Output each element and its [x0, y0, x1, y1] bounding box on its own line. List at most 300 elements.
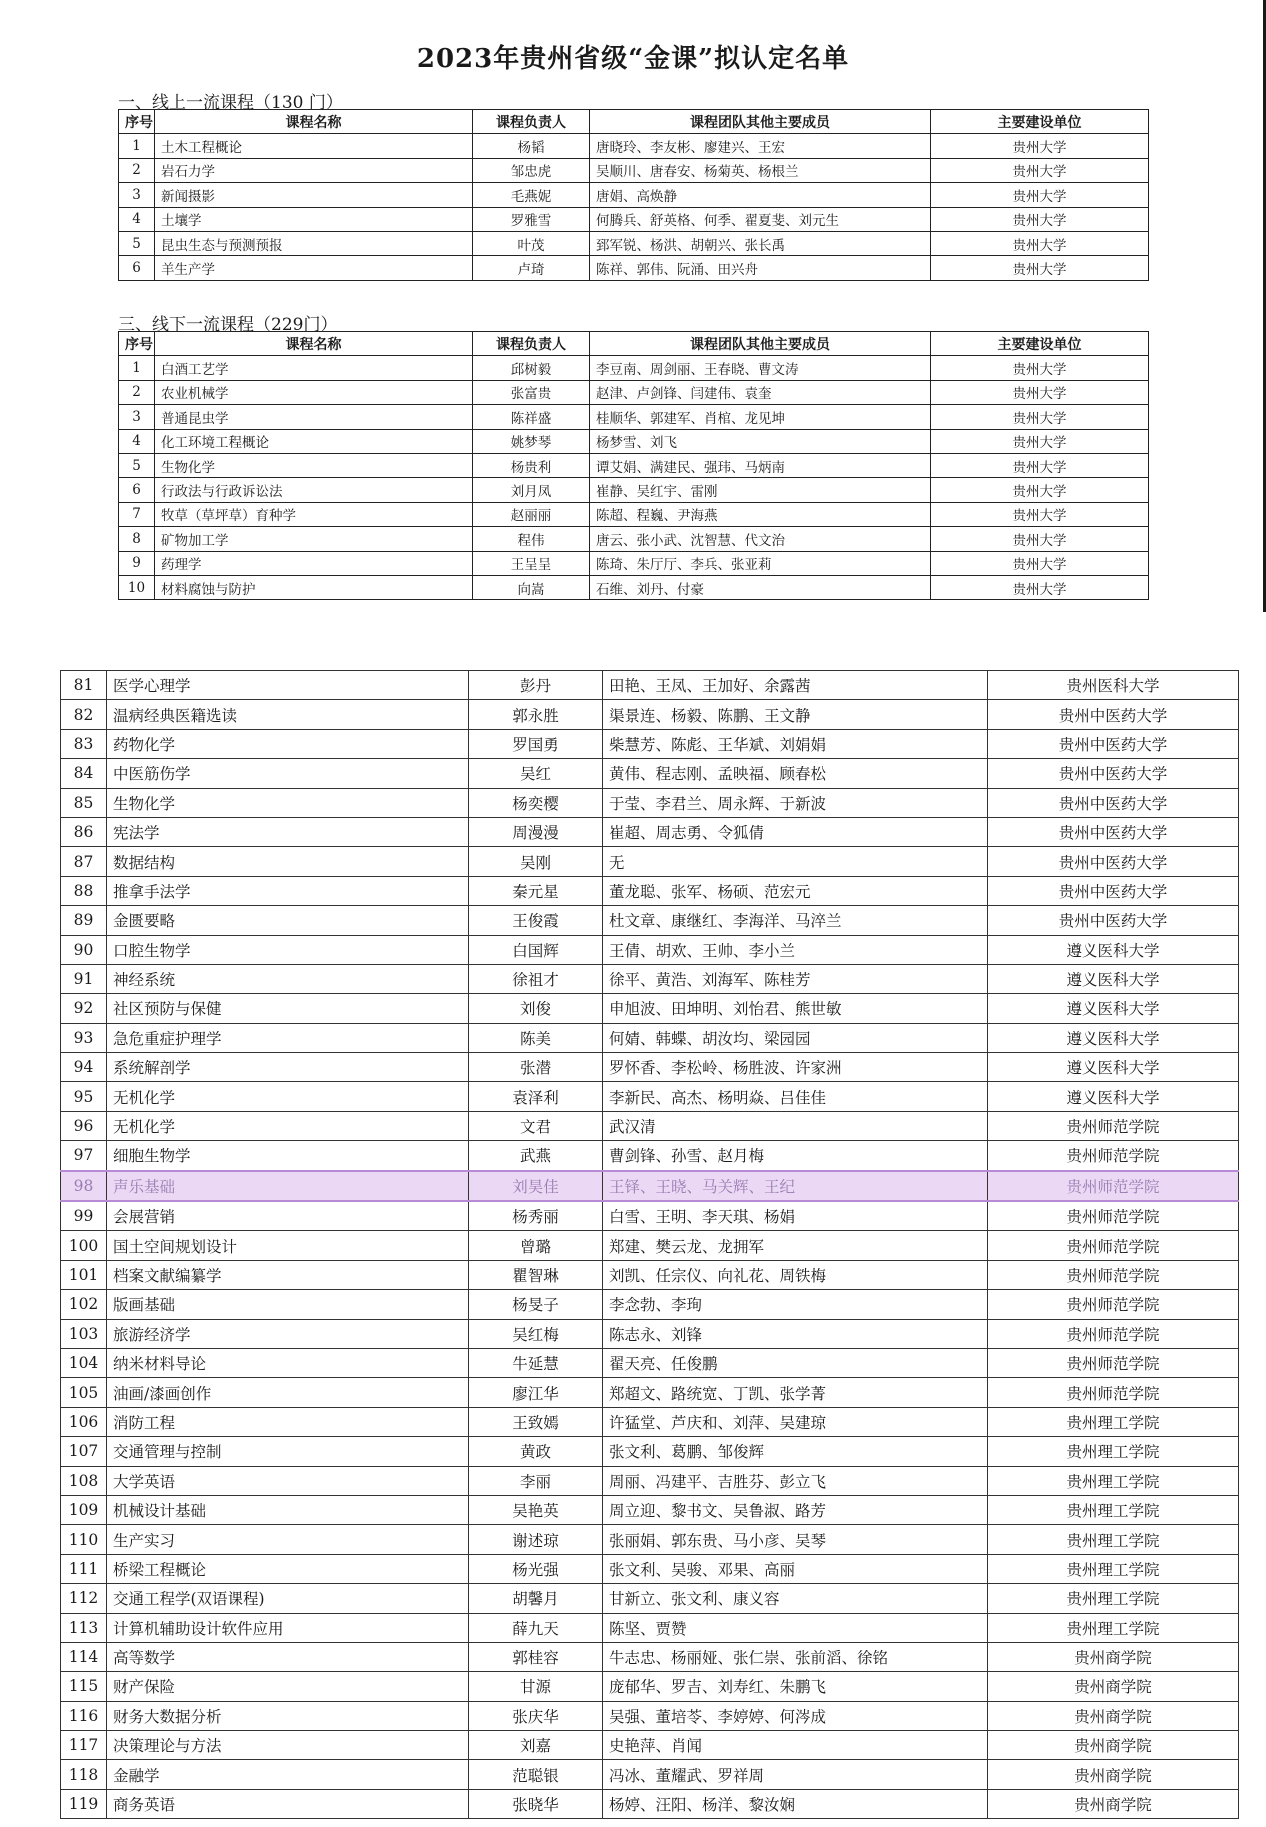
- team-cell: 李新民、高杰、杨明焱、吕佳佳: [603, 1082, 988, 1111]
- team-cell: 史艳萍、肖闻: [603, 1731, 988, 1760]
- lead-cell: 谢述琼: [469, 1525, 603, 1554]
- table-row: [61, 1466, 1239, 1495]
- lead-cell: 邹忠虎: [473, 158, 590, 182]
- table-row: [61, 994, 1239, 1023]
- lead-cell: 武燕: [469, 1141, 603, 1171]
- seq-cell: 115: [61, 1672, 107, 1701]
- course-name-cell: 口腔生物学: [107, 935, 469, 964]
- seq-cell: 107: [61, 1437, 107, 1466]
- lead-cell: 彭丹: [469, 671, 603, 700]
- lead-cell: 吴红: [469, 759, 603, 788]
- table-row: [119, 453, 1149, 477]
- course-name-cell: 牧草（草坪草）育种学: [155, 502, 473, 526]
- lead-cell: 刘嘉: [469, 1731, 603, 1760]
- course-name-cell: 无机化学: [107, 1082, 469, 1111]
- table-row: [61, 1613, 1239, 1642]
- lead-cell: 杨旻子: [469, 1290, 603, 1319]
- course-name-cell: 桥梁工程概论: [107, 1554, 469, 1583]
- seq-cell: 90: [61, 935, 107, 964]
- seq-cell: 99: [61, 1201, 107, 1231]
- course-name-cell: 机械设计基础: [107, 1495, 469, 1524]
- lead-cell: 叶茂: [473, 231, 590, 255]
- team-cell: 郑超文、路统宽、丁凯、张学菁: [603, 1378, 988, 1407]
- institution-cell: 贵州师范学院: [988, 1231, 1239, 1260]
- course-name-cell: 决策理论与方法: [107, 1731, 469, 1760]
- course-name-cell: 温病经典医籍选读: [107, 700, 469, 729]
- lead-cell: 廖江华: [469, 1378, 603, 1407]
- seq-cell: 102: [61, 1290, 107, 1319]
- institution-cell: 贵州师范学院: [988, 1201, 1239, 1231]
- seq-cell: 97: [61, 1141, 107, 1171]
- seq-cell: 5: [119, 231, 155, 255]
- seq-cell: 116: [61, 1701, 107, 1730]
- seq-cell: 4: [119, 429, 155, 453]
- lead-cell: 杨奕樱: [469, 788, 603, 817]
- team-cell: 何婧、韩蝶、胡汝均、梁园园: [603, 1023, 988, 1052]
- course-name-cell: 药物化学: [107, 729, 469, 758]
- institution-cell: 贵州师范学院: [988, 1111, 1239, 1140]
- table-row: [119, 380, 1149, 404]
- team-cell: 罗怀香、李松岭、杨胜波、许家洲: [603, 1053, 988, 1082]
- course-name-cell: 生物化学: [107, 788, 469, 817]
- table-row: [61, 729, 1239, 758]
- table-row: [61, 1171, 1239, 1201]
- institution-cell: 贵州大学: [931, 256, 1149, 280]
- lead-cell: 刘俊: [469, 994, 603, 1023]
- institution-cell: 贵州中医药大学: [988, 700, 1239, 729]
- seq-cell: 105: [61, 1378, 107, 1407]
- seq-cell: 89: [61, 906, 107, 935]
- seq-cell: 3: [119, 183, 155, 207]
- course-name-cell: 会展营销: [107, 1201, 469, 1231]
- course-name-cell: 新闻摄影: [155, 183, 473, 207]
- team-cell: 陈琦、朱厅厅、李兵、张亚莉: [590, 551, 931, 575]
- course-name-cell: 材料腐蚀与防护: [155, 575, 473, 599]
- seq-cell: 5: [119, 453, 155, 477]
- lead-cell: 胡馨月: [469, 1584, 603, 1613]
- lead-cell: 刘昊佳: [469, 1171, 603, 1201]
- team-cell: 徐平、黄浩、刘海军、陈桂芳: [603, 964, 988, 993]
- seq-cell: 81: [61, 671, 107, 700]
- team-cell: 石维、刘丹、付豪: [590, 575, 931, 599]
- seq-cell: 1: [119, 356, 155, 380]
- table-row: [61, 1319, 1239, 1348]
- institution-cell: 贵州理工学院: [988, 1525, 1239, 1554]
- institution-cell: 贵州师范学院: [988, 1171, 1239, 1201]
- lead-cell: 吴刚: [469, 847, 603, 876]
- team-cell: 冯冰、董耀武、罗祥周: [603, 1760, 988, 1789]
- team-cell: 董龙聪、张军、杨硕、范宏元: [603, 876, 988, 905]
- institution-cell: 贵州中医药大学: [988, 817, 1239, 846]
- seq-cell: 92: [61, 994, 107, 1023]
- lead-cell: 吴红梅: [469, 1319, 603, 1348]
- table-row: [119, 256, 1149, 280]
- team-cell: 田艳、王凤、王加好、余露茜: [603, 671, 988, 700]
- team-cell: 王铎、王晓、马关辉、王纪: [603, 1171, 988, 1201]
- team-cell: 白雪、王明、李天琪、杨娟: [603, 1201, 988, 1231]
- table-row: [61, 1407, 1239, 1436]
- institution-cell: 贵州大学: [931, 551, 1149, 575]
- column-header: 序号: [119, 332, 155, 356]
- course-name-cell: 急危重症护理学: [107, 1023, 469, 1052]
- institution-cell: 贵州大学: [931, 380, 1149, 404]
- institution-cell: 贵州师范学院: [988, 1290, 1239, 1319]
- lead-cell: 赵丽丽: [473, 502, 590, 526]
- seq-cell: 100: [61, 1231, 107, 1260]
- seq-cell: 9: [119, 551, 155, 575]
- course-name-cell: 土木工程概论: [155, 134, 473, 158]
- team-cell: 李豆南、周剑丽、王春晓、曹文涛: [590, 356, 931, 380]
- table-row: [61, 1141, 1239, 1171]
- table-row: [61, 876, 1239, 905]
- lead-cell: 罗国勇: [469, 729, 603, 758]
- seq-cell: 6: [119, 478, 155, 502]
- course-name-cell: 数据结构: [107, 847, 469, 876]
- course-name-cell: 交通工程学(双语课程): [107, 1584, 469, 1613]
- institution-cell: 贵州师范学院: [988, 1141, 1239, 1171]
- table-row: [61, 1525, 1239, 1554]
- course-name-cell: 大学英语: [107, 1466, 469, 1495]
- lead-cell: 张晓华: [469, 1789, 603, 1818]
- course-name-cell: 药理学: [155, 551, 473, 575]
- table-row: [61, 788, 1239, 817]
- table-row: [61, 1231, 1239, 1260]
- course-name-cell: 财产保险: [107, 1672, 469, 1701]
- top-document: [0, 0, 1266, 612]
- table-row: [119, 207, 1149, 231]
- seq-cell: 110: [61, 1525, 107, 1554]
- column-header: 课程名称: [155, 332, 473, 356]
- team-cell: 陈超、程巍、尹海燕: [590, 502, 931, 526]
- seq-cell: 101: [61, 1260, 107, 1289]
- course-name-cell: 金匮要略: [107, 906, 469, 935]
- seq-cell: 96: [61, 1111, 107, 1140]
- team-cell: 申旭波、田坤明、刘怡君、熊世敏: [603, 994, 988, 1023]
- institution-cell: 贵州大学: [931, 575, 1149, 599]
- seq-cell: 2: [119, 380, 155, 404]
- course-name-cell: 土壤学: [155, 207, 473, 231]
- table-row: [119, 551, 1149, 575]
- institution-cell: 贵州商学院: [988, 1731, 1239, 1760]
- table-row: [61, 1201, 1239, 1231]
- course-name-cell: 推拿手法学: [107, 876, 469, 905]
- column-header: 课程团队其他主要成员: [590, 332, 931, 356]
- table-row: [61, 1023, 1239, 1052]
- institution-cell: 遵义医科大学: [988, 935, 1239, 964]
- institution-cell: 贵州中医药大学: [988, 906, 1239, 935]
- table-row: [61, 1731, 1239, 1760]
- team-cell: 于莹、李君兰、周永辉、于新波: [603, 788, 988, 817]
- seq-cell: 82: [61, 700, 107, 729]
- team-cell: 崔静、吴红宇、雷刚: [590, 478, 931, 502]
- lead-cell: 向嵩: [473, 575, 590, 599]
- seq-cell: 83: [61, 729, 107, 758]
- seq-cell: 84: [61, 759, 107, 788]
- lead-cell: 张庆华: [469, 1701, 603, 1730]
- table-row: [119, 478, 1149, 502]
- seq-cell: 111: [61, 1554, 107, 1583]
- lead-cell: 张富贵: [473, 380, 590, 404]
- team-cell: 唐晓玲、李友彬、廖建兴、王宏: [590, 134, 931, 158]
- table-row: [61, 1701, 1239, 1730]
- lead-cell: 王致嫣: [469, 1407, 603, 1436]
- online-courses-table: [118, 109, 1149, 281]
- course-name-cell: 农业机械学: [155, 380, 473, 404]
- seq-cell: 85: [61, 788, 107, 817]
- seq-cell: 106: [61, 1407, 107, 1436]
- table-row: [61, 1111, 1239, 1140]
- institution-cell: 遵义医科大学: [988, 964, 1239, 993]
- table-row: [61, 1554, 1239, 1583]
- course-name-cell: 系统解剖学: [107, 1053, 469, 1082]
- team-cell: 张文利、吴骏、邓果、高丽: [603, 1554, 988, 1583]
- team-cell: 周立迎、黎书文、吴鲁淑、路芳: [603, 1495, 988, 1524]
- lead-cell: 刘月凤: [473, 478, 590, 502]
- institution-cell: 贵州大学: [931, 453, 1149, 477]
- team-cell: 赵津、卢剑锋、闫建伟、袁奎: [590, 380, 931, 404]
- table-row: [61, 1053, 1239, 1082]
- team-cell: 唐娟、高焕静: [590, 183, 931, 207]
- institution-cell: 贵州师范学院: [988, 1378, 1239, 1407]
- lead-cell: 文君: [469, 1111, 603, 1140]
- institution-cell: 贵州大学: [931, 158, 1149, 182]
- team-cell: 吴强、董培苓、李婷婷、何涔成: [603, 1701, 988, 1730]
- seq-cell: 4: [119, 207, 155, 231]
- team-cell: 黄伟、程志刚、孟映福、顾春松: [603, 759, 988, 788]
- table-row: [61, 1789, 1239, 1818]
- lead-cell: 吴艳英: [469, 1495, 603, 1524]
- seq-cell: 103: [61, 1319, 107, 1348]
- team-cell: 李念勃、李珣: [603, 1290, 988, 1319]
- team-cell: 吴顺川、唐春安、杨菊英、杨根兰: [590, 158, 931, 182]
- seq-cell: 114: [61, 1642, 107, 1671]
- team-cell: 张丽娟、郭东贵、马小彦、吴琴: [603, 1525, 988, 1554]
- lead-cell: 王呈呈: [473, 551, 590, 575]
- institution-cell: 贵州中医药大学: [988, 729, 1239, 758]
- team-cell: 刘凯、任宗仪、向礼花、周铁梅: [603, 1260, 988, 1289]
- lead-cell: 袁泽利: [469, 1082, 603, 1111]
- seq-cell: 104: [61, 1348, 107, 1377]
- table-row: [119, 502, 1149, 526]
- seq-cell: 93: [61, 1023, 107, 1052]
- section-heading-offline: 三、线下一流课程（229门）: [118, 315, 338, 335]
- team-cell: 陈祥、郭伟、阮涌、田兴舟: [590, 256, 931, 280]
- lead-cell: 杨秀丽: [469, 1201, 603, 1231]
- course-name-cell: 财务大数据分析: [107, 1701, 469, 1730]
- institution-cell: 贵州理工学院: [988, 1584, 1239, 1613]
- institution-cell: 贵州医科大学: [988, 671, 1239, 700]
- table-row: [61, 1642, 1239, 1671]
- institution-cell: 贵州中医药大学: [988, 876, 1239, 905]
- institution-cell: 贵州大学: [931, 231, 1149, 255]
- institution-cell: 贵州大学: [931, 429, 1149, 453]
- seq-cell: 119: [61, 1789, 107, 1818]
- course-name-cell: 消防工程: [107, 1407, 469, 1436]
- seq-cell: 88: [61, 876, 107, 905]
- table-row: [61, 1290, 1239, 1319]
- lead-cell: 李丽: [469, 1466, 603, 1495]
- seq-cell: 109: [61, 1495, 107, 1524]
- seq-cell: 117: [61, 1731, 107, 1760]
- lead-cell: 秦元星: [469, 876, 603, 905]
- table-row: [61, 1260, 1239, 1289]
- seq-cell: 7: [119, 502, 155, 526]
- institution-cell: 贵州大学: [931, 502, 1149, 526]
- team-cell: 杨婷、汪阳、杨洋、黎汝娴: [603, 1789, 988, 1818]
- course-name-cell: 矿物加工学: [155, 527, 473, 551]
- team-cell: 甘新立、张文利、康义容: [603, 1584, 988, 1613]
- institution-cell: 遵义医科大学: [988, 994, 1239, 1023]
- team-cell: 许猛堂、芦庆和、刘萍、吴建琼: [603, 1407, 988, 1436]
- lead-cell: 陈祥盛: [473, 405, 590, 429]
- section-heading-online: 一、线上一流课程（130 门）: [118, 93, 343, 113]
- lead-cell: 徐祖才: [469, 964, 603, 993]
- course-name-cell: 行政法与行政诉讼法: [155, 478, 473, 502]
- lead-cell: 罗雅雪: [473, 207, 590, 231]
- seq-cell: 112: [61, 1584, 107, 1613]
- table-row: [61, 671, 1239, 700]
- seq-cell: 8: [119, 527, 155, 551]
- course-name-cell: 计算机辅助设计软件应用: [107, 1613, 469, 1642]
- seq-cell: 91: [61, 964, 107, 993]
- course-name-cell: 金融学: [107, 1760, 469, 1789]
- institution-cell: 贵州理工学院: [988, 1613, 1239, 1642]
- course-name-cell: 油画/漆画创作: [107, 1378, 469, 1407]
- course-name-cell: 生物化学: [155, 453, 473, 477]
- course-name-cell: 交通管理与控制: [107, 1437, 469, 1466]
- table-row: [61, 1584, 1239, 1613]
- institution-cell: 遵义医科大学: [988, 1023, 1239, 1052]
- table-row: [119, 356, 1149, 380]
- course-name-cell: 商务英语: [107, 1789, 469, 1818]
- table-row: [61, 1495, 1239, 1524]
- course-name-cell: 声乐基础: [107, 1171, 469, 1201]
- column-header: 主要建设单位: [931, 332, 1149, 356]
- lead-cell: 杨贵利: [473, 453, 590, 477]
- seq-cell: 94: [61, 1053, 107, 1082]
- lead-cell: 郭永胜: [469, 700, 603, 729]
- seq-cell: 86: [61, 817, 107, 846]
- seq-cell: 113: [61, 1613, 107, 1642]
- team-cell: 牛志忠、杨丽娅、张仁崇、张前滔、徐铭: [603, 1642, 988, 1671]
- institution-cell: 贵州商学院: [988, 1672, 1239, 1701]
- institution-cell: 贵州理工学院: [988, 1466, 1239, 1495]
- table-row: [119, 158, 1149, 182]
- team-cell: 何腾兵、舒英格、何季、翟夏斐、刘元生: [590, 207, 931, 231]
- institution-cell: 贵州大学: [931, 527, 1149, 551]
- course-name-cell: 版画基础: [107, 1290, 469, 1319]
- column-header: 课程负责人: [473, 110, 590, 134]
- table-row: [61, 1437, 1239, 1466]
- institution-cell: 贵州大学: [931, 134, 1149, 158]
- team-cell: 陈志永、刘锋: [603, 1319, 988, 1348]
- lead-cell: 杨韬: [473, 134, 590, 158]
- seq-cell: 98: [61, 1171, 107, 1201]
- table-row: [61, 1082, 1239, 1111]
- team-cell: 郑建、樊云龙、龙拥军: [603, 1231, 988, 1260]
- lead-cell: 张潜: [469, 1053, 603, 1082]
- table-row: [119, 231, 1149, 255]
- team-cell: 周丽、冯建平、吉胜芬、彭立飞: [603, 1466, 988, 1495]
- table-row: [61, 1672, 1239, 1701]
- course-name-cell: 白酒工艺学: [155, 356, 473, 380]
- table-row: [119, 405, 1149, 429]
- course-name-cell: 岩石力学: [155, 158, 473, 182]
- seq-cell: 6: [119, 256, 155, 280]
- seq-cell: 10: [119, 575, 155, 599]
- team-cell: 谭艾娟、满建民、强玮、马炳南: [590, 453, 931, 477]
- table-row: [61, 906, 1239, 935]
- institution-cell: 贵州中医药大学: [988, 759, 1239, 788]
- course-name-cell: 中医筋伤学: [107, 759, 469, 788]
- team-cell: 张文利、葛鹏、邹俊辉: [603, 1437, 988, 1466]
- table-row: [61, 847, 1239, 876]
- institution-cell: 贵州理工学院: [988, 1437, 1239, 1466]
- course-name-cell: 国土空间规划设计: [107, 1231, 469, 1260]
- team-cell: 桂顺华、郭建军、肖棺、龙见坤: [590, 405, 931, 429]
- lead-cell: 曾璐: [469, 1231, 603, 1260]
- course-name-cell: 细胞生物学: [107, 1141, 469, 1171]
- online-courses-crop: [110, 109, 1160, 291]
- table-row: [61, 1378, 1239, 1407]
- lead-cell: 陈美: [469, 1023, 603, 1052]
- course-name-cell: 档案文献编纂学: [107, 1260, 469, 1289]
- table-row: [119, 575, 1149, 599]
- institution-cell: 贵州商学院: [988, 1789, 1239, 1818]
- institution-cell: 贵州师范学院: [988, 1319, 1239, 1348]
- institution-cell: 贵州理工学院: [988, 1407, 1239, 1436]
- team-cell: 唐云、张小武、沈智慧、代文治: [590, 527, 931, 551]
- table-row: [119, 429, 1149, 453]
- team-cell: 翟天亮、任俊鹏: [603, 1348, 988, 1377]
- column-header: 主要建设单位: [931, 110, 1149, 134]
- course-name-cell: 宪法学: [107, 817, 469, 846]
- lead-cell: 邱树毅: [473, 356, 590, 380]
- course-name-cell: 纳米材料导论: [107, 1348, 469, 1377]
- institution-cell: 遵义医科大学: [988, 1082, 1239, 1111]
- table-row: [61, 1760, 1239, 1789]
- table-row: [61, 700, 1239, 729]
- table-row: [119, 527, 1149, 551]
- table-row: [119, 134, 1149, 158]
- seq-cell: 87: [61, 847, 107, 876]
- seq-cell: 2: [119, 158, 155, 182]
- course-name-cell: 社区预防与保健: [107, 994, 469, 1023]
- team-cell: 武汉清: [603, 1111, 988, 1140]
- team-cell: 庞郁华、罗吉、刘寿红、朱鹏飞: [603, 1672, 988, 1701]
- table-row: [61, 817, 1239, 846]
- lead-cell: 毛燕妮: [473, 183, 590, 207]
- institution-cell: 贵州理工学院: [988, 1495, 1239, 1524]
- course-name-cell: 昆虫生态与预测预报: [155, 231, 473, 255]
- lead-cell: 牛延慧: [469, 1348, 603, 1377]
- institution-cell: 贵州中医药大学: [988, 847, 1239, 876]
- team-cell: 郅军锐、杨洪、胡朝兴、张长禹: [590, 231, 931, 255]
- table-row: [61, 964, 1239, 993]
- team-cell: 曹剑锋、孙雪、赵月梅: [603, 1141, 988, 1171]
- lead-cell: 瞿智琳: [469, 1260, 603, 1289]
- course-name-cell: 高等数学: [107, 1642, 469, 1671]
- team-cell: 陈坚、贾赞: [603, 1613, 988, 1642]
- lead-cell: 黄政: [469, 1437, 603, 1466]
- course-name-cell: 神经系统: [107, 964, 469, 993]
- institution-cell: 贵州大学: [931, 405, 1149, 429]
- institution-cell: 贵州大学: [931, 478, 1149, 502]
- seq-cell: 108: [61, 1466, 107, 1495]
- lead-cell: 周漫漫: [469, 817, 603, 846]
- lead-cell: 甘源: [469, 1672, 603, 1701]
- institution-cell: 贵州理工学院: [988, 1554, 1239, 1583]
